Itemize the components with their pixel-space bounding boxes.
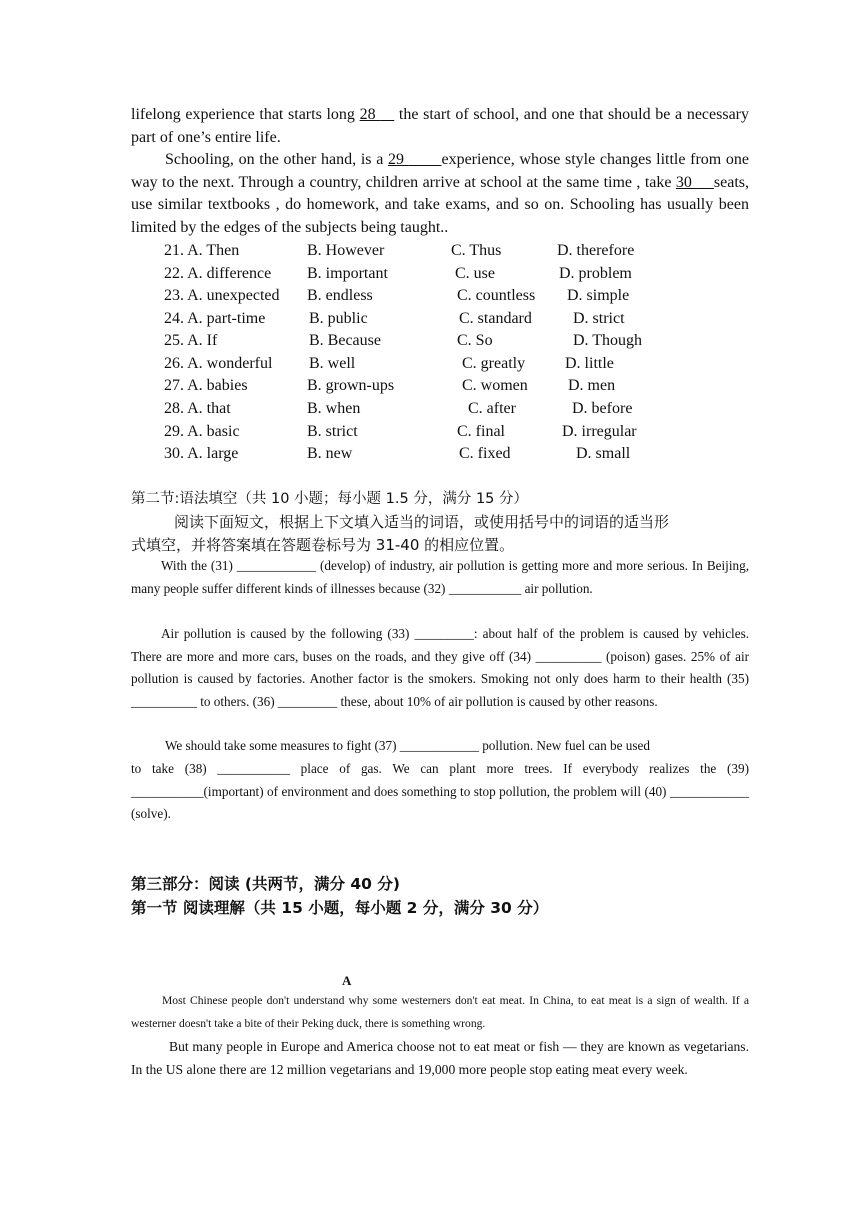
option-29-d: D. irregular	[562, 423, 637, 440]
grammar-paragraph: With the (31) ____________ (develop) of industry, air pollution is getting more and more serious. In Beijing, many people suffer different kinds of illnesses because (32) ___________ air pollution.	[131, 558, 749, 596]
text-segment: the start of school, and one that should be a necessary part of one’s entire life.	[131, 106, 750, 146]
text-segment: experience, whose style changes little from one way to the next. Through a country, children arrive at school at the same time , take	[131, 151, 750, 191]
option-row-30-a: 30. A. large	[164, 445, 239, 462]
option-row-22-a: 22. A. difference	[164, 265, 272, 282]
option-26-c: C. greatly	[462, 355, 526, 372]
option-row-24-a: 24. A. part-time	[164, 310, 266, 327]
option-25-c: C. So	[457, 332, 493, 349]
option-30-b: B. new	[307, 445, 353, 462]
option-23-d: D. simple	[567, 287, 630, 304]
option-25-d: D. Though	[573, 332, 643, 349]
option-row-26-a: 26. A. wonderful	[164, 355, 273, 372]
passage-paragraph: Most Chinese people don't understand why some westerners don't eat meat. In China, to eat meat is a sign of wealth. If a westerner doesn't take a bite of their Peking duck, there is something wrong.	[131, 994, 749, 1030]
option-28-d: D. before	[572, 400, 633, 417]
section-instruction: 阅读下面短文，根据上下文填入适当的词语，或使用括号中的词语的适当形	[174, 513, 670, 531]
option-29-b: B. strict	[307, 423, 358, 440]
option-row-27-a: 27. A. babies	[164, 377, 248, 394]
option-27-d: D. men	[568, 377, 616, 394]
option-22-d: D. problem	[559, 265, 632, 282]
option-25-b: B. Because	[309, 332, 381, 349]
text-segment: lifelong experience that starts long	[131, 106, 360, 123]
option-28-b: B. when	[307, 400, 361, 417]
grammar-paragraph: to take (38) ___________ place of gas. We can plant more trees. If everybody realizes the (39) ___________(important) of environment and does something to stop pollution, the problem will (40) ____________ (solve).	[131, 761, 749, 822]
option-row-29-a: 29. A. basic	[164, 423, 240, 440]
option-24-b: B. public	[309, 310, 368, 327]
text-segment: seats, use similar textbooks , do homework, and take exams, and so on. Schooling has usually been limited by the edges of the subjects being taught..	[131, 173, 750, 236]
passage-paragraph: But many people in Europe and America choose not to eat meat or fish — they are known as vegetarians. In the US alone there are 12 million vegetarians and 19,000 more people stop eating meat every week.	[131, 1039, 749, 1077]
option-23-b: B. endless	[307, 287, 373, 304]
option-row-25-a: 25. A. If	[164, 332, 218, 349]
part-heading: 第三部分：阅读 (共两节，满分 40 分)	[131, 875, 400, 893]
section-instruction: 式填空，并将答案填在答题卷标号为 31-40 的相应位置。	[131, 536, 515, 554]
option-24-c: C. standard	[459, 310, 532, 327]
section-heading: 第一节 阅读理解（共 15 小题，每小题 2 分，满分 30 分）	[131, 899, 549, 917]
option-22-b: B. important	[307, 265, 388, 282]
grammar-paragraph: Air pollution is caused by the following (33) _________: about half of the problem is caused by vehicles. There are more and more cars, buses on the roads, and they give off (34) __________ (poison) gases. 25% of air pollution is caused by factories. Another factor is the smokers. Smoking not only does harm to their health (35) __________ to others. (36) _________ these, about 10% of air pollution is caused by other reasons.	[131, 626, 749, 709]
blank-30: 30	[675, 173, 697, 191]
option-row-21-a: 21. A. Then	[164, 242, 240, 259]
option-26-b: B. well	[309, 355, 356, 372]
option-23-c: C. countless	[457, 287, 536, 304]
passage-label: A	[342, 973, 352, 988]
text-segment: Schooling, on the other hand, is a	[165, 151, 388, 168]
blank-29: 29	[387, 151, 409, 168]
option-21-d: D. therefore	[557, 242, 635, 259]
option-22-c: C. use	[455, 265, 495, 282]
cloze-paragraph-schooling	[131, 149, 749, 239]
option-row-28-a: 28. A. that	[164, 400, 231, 417]
blank-28: 28	[359, 106, 381, 123]
option-24-d: D. strict	[573, 310, 625, 327]
cloze-paragraph-end	[131, 104, 749, 149]
option-29-c: C. final	[457, 423, 505, 440]
option-30-c: C. fixed	[459, 445, 511, 462]
option-row-23-a: 23. A. unexpected	[164, 287, 280, 304]
option-27-b: B. grown-ups	[307, 377, 395, 394]
option-28-c: C. after	[468, 400, 516, 417]
section-heading: 第二节:语法填空（共 10 小题；每小题 1.5 分，满分 15 分）	[131, 491, 528, 507]
option-21-b: B. However	[307, 242, 385, 259]
option-26-d: D. little	[565, 355, 614, 372]
grammar-paragraph-line: We should take some measures to fight (37) ____________ pollution. New fuel can be used	[165, 738, 650, 753]
option-30-d: D. small	[576, 445, 631, 462]
option-21-c: C. Thus	[451, 242, 502, 259]
option-27-c: C. women	[462, 377, 528, 394]
